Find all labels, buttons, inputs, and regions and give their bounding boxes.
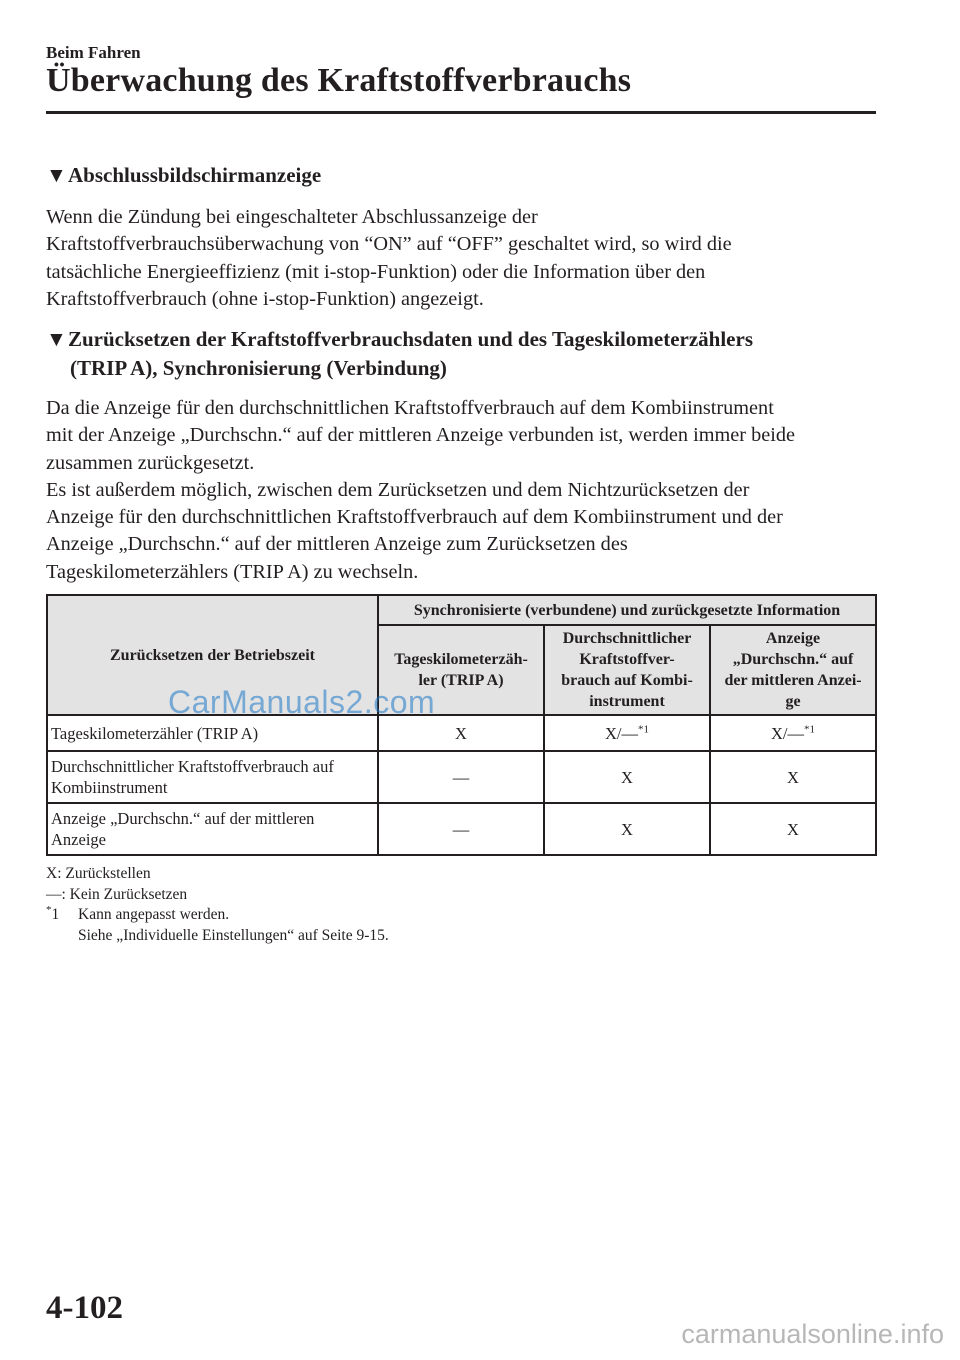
section-heading-text: Zurücksetzen der Kraftstoffverbrauchsdaten und des Tageskilometerzählers (68, 327, 753, 351)
legend-no-reset: —: Kein Zurücksetzen (46, 885, 188, 903)
footnote-reference: Siehe „Individuelle Einstellungen“ auf Seite 9-15. (78, 926, 389, 944)
cell-value: X (787, 767, 799, 787)
paragraph-final-screen (46, 204, 876, 313)
footnote-text: Kann angepasst werden. (78, 906, 230, 923)
header-line: instrument (589, 693, 665, 710)
cell-value: X (455, 723, 467, 743)
paragraph-line: Wenn die Zündung bei eingeschalteter Abschlussanzeige der (46, 206, 538, 228)
paragraph-line: Kraftstoffverbrauchsüberwachung von “ON” auf “OFF” geschaltet wird, so wird die (46, 233, 732, 256)
table-header-reset-time: Zurücksetzen der Betriebszeit (47, 595, 378, 715)
triangle-down-icon: ▼ (46, 327, 67, 351)
row-label-line: Anzeige „Durchschn.“ auf der mittleren (51, 809, 315, 828)
cell-value: X/— (605, 723, 638, 743)
header-line: brauch auf Kombi- (561, 672, 693, 689)
header-line: Tageskilometerzäh- (394, 651, 528, 668)
cell-value: X (787, 819, 799, 839)
table-row (47, 803, 876, 855)
paragraph-line: tatsächliche Energieeffizienz (mit i-stop-Funktion) oder die Information über den (46, 260, 706, 283)
header-line: „Durchschn.“ auf (732, 651, 854, 668)
header-line: ler (TRIP A) (418, 672, 504, 689)
table-cell (544, 715, 710, 751)
table-cell (378, 751, 544, 803)
header-line: Durchschnittlicher (562, 630, 692, 647)
row-label-line: Tageskilometerzähler (TRIP A) (51, 723, 259, 743)
row-label (47, 751, 378, 803)
table-cell (710, 751, 876, 803)
table-cell (710, 803, 876, 855)
section-label: Beim Fahren (46, 43, 141, 62)
table-header-row (47, 595, 876, 625)
paragraph-line: Da die Anzeige für den durchschnittlichen Kraftstoffverbrauch auf dem Kombiinstrument (46, 397, 774, 419)
row-label-line: Kombiinstrument (51, 778, 168, 797)
footnote-marker (46, 905, 78, 926)
page-title: Überwachung des Kraftstoffverbrauchs (46, 62, 632, 99)
section-heading-final-screen (46, 161, 321, 190)
header-line: Kraftstoffver- (579, 651, 675, 668)
cell-value: X (621, 819, 633, 839)
table-cell (544, 803, 710, 855)
table-cell (378, 803, 544, 855)
footnote-1 (46, 905, 389, 926)
section-heading-text: Abschlussbildschirmanzeige (68, 163, 322, 187)
table-header-durchschn-display (710, 625, 876, 715)
cell-value: — (452, 819, 470, 839)
paragraph-line: mit der Anzeige „Durchschn.“ auf der mittleren Anzeige verbunden ist, werden immer beide (46, 424, 795, 447)
page-number: 4-102 (46, 1290, 123, 1326)
header-line: Anzeige (765, 630, 821, 647)
section-heading-text-continued: (TRIP A), Synchronisierung (Verbindung) (70, 356, 447, 380)
site-watermark: carmanualsonline.info (681, 1319, 944, 1349)
section-heading-reset-sync (46, 325, 753, 383)
row-label-line: Anzeige (51, 830, 106, 849)
title-divider (46, 111, 876, 114)
cell-value: X (621, 767, 633, 787)
paragraph-line: Kraftstoffverbrauch (ohne i-stop-Funktion) angezeigt. (46, 287, 484, 310)
paragraph-line: Tageskilometerzählers (TRIP A) zu wechseln. (46, 560, 419, 583)
footnote-star: * (46, 903, 52, 916)
paragraph-line: zusammen zurückgesetzt. (46, 451, 255, 474)
table-row (47, 751, 876, 803)
paragraph-line: Anzeige „Durchschn.“ auf der mittleren Anzeige zum Zurücksetzen des (46, 533, 628, 556)
reset-sync-table (46, 594, 877, 856)
table-cell (710, 715, 876, 751)
legend-reset: X: Zurückstellen (46, 865, 151, 882)
cell-footnote: *1 (638, 723, 649, 735)
table-notes (46, 864, 389, 946)
paragraph-line: Es ist außerdem möglich, zwischen dem Zurücksetzen und dem Nichtzurücksetzen der (46, 478, 750, 501)
cell-value: — (452, 767, 470, 787)
cell-value: X/— (771, 723, 805, 743)
footnote-number: 1 (51, 906, 60, 923)
cell-footnote: *1 (804, 723, 816, 735)
paragraph-reset-sync (46, 395, 876, 586)
paragraph-line: Anzeige für den durchschnittlichen Kraftstoffverbrauch auf dem Kombiinstrument und der (46, 506, 783, 529)
triangle-down-icon: ▼ (46, 163, 67, 187)
table-header-sync-group: Synchronisierte (verbundene) und zurückgesetzte Information (378, 595, 876, 625)
header-line: der mittleren Anzei- (724, 672, 862, 689)
watermark-text: CarManuals2.com (168, 684, 436, 720)
table-header-avg-consumption (544, 625, 710, 715)
row-label (47, 803, 378, 855)
row-label-line: Durchschnittlicher Kraftstoffverbrauch auf (51, 757, 334, 776)
header-line: ge (785, 693, 801, 710)
table-cell (544, 751, 710, 803)
